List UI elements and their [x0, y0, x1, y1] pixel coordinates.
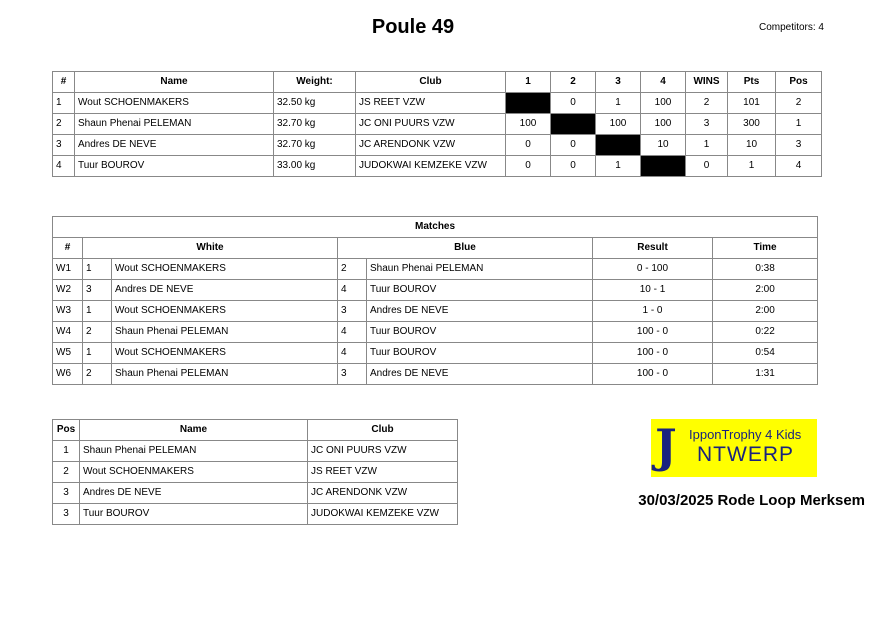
- blue-num: 4: [338, 280, 367, 301]
- blue-num: 3: [338, 364, 367, 385]
- match-time: 0:38: [713, 259, 818, 280]
- blue-name: Andres DE NEVE: [367, 364, 593, 385]
- score-cell-self: [551, 114, 596, 135]
- event-date-location: 30/03/2025 Rode Loop Merksem: [638, 492, 865, 509]
- competitor-club: JC ARENDONK VZW: [356, 135, 506, 156]
- table-row: [53, 483, 458, 504]
- score-cell: 0: [506, 135, 551, 156]
- table-row: [53, 135, 822, 156]
- white-num: 1: [83, 259, 112, 280]
- competitor-weight: 33.00 kg: [274, 156, 356, 177]
- score-cell: 10: [641, 135, 686, 156]
- white-name: Wout SCHOENMAKERS: [112, 343, 338, 364]
- score-cell: 100: [506, 114, 551, 135]
- header-pos: Pos: [776, 72, 822, 93]
- blue-name: Tuur BOUROV: [367, 322, 593, 343]
- table-row: [53, 343, 818, 364]
- row-num: 4: [53, 156, 75, 177]
- blue-name: Tuur BOUROV: [367, 343, 593, 364]
- white-num: 1: [83, 343, 112, 364]
- poule-header-row: [53, 72, 822, 93]
- white-num: 3: [83, 280, 112, 301]
- header-weight: Weight:: [274, 72, 356, 93]
- blue-name: Shaun Phenai PELEMAN: [367, 259, 593, 280]
- white-num: 1: [83, 301, 112, 322]
- score-cell: 0: [506, 156, 551, 177]
- header-white: White: [83, 238, 338, 259]
- pos-cell: 4: [776, 156, 822, 177]
- white-name: Wout SCHOENMAKERS: [112, 259, 338, 280]
- competitor-name: Shaun Phenai PELEMAN: [75, 114, 274, 135]
- match-id: W5: [53, 343, 83, 364]
- score-cell: 1: [596, 156, 641, 177]
- pos-cell: 2: [776, 93, 822, 114]
- rank-pos: 1: [53, 441, 80, 462]
- rank-name: Andres DE NEVE: [80, 483, 308, 504]
- match-id: W3: [53, 301, 83, 322]
- score-cell-self: [596, 135, 641, 156]
- match-result: 10 - 1: [593, 280, 713, 301]
- header-rank-name: Name: [80, 420, 308, 441]
- rank-pos: 3: [53, 483, 80, 504]
- score-cell: 100: [596, 114, 641, 135]
- competitors-count: Competitors: 4: [758, 22, 824, 33]
- table-row: [53, 259, 818, 280]
- match-id: W2: [53, 280, 83, 301]
- match-time: 1:31: [713, 364, 818, 385]
- logo-line1: IpponTrophy 4 Kids: [689, 427, 802, 442]
- table-row: [53, 114, 822, 135]
- rank-club: JC ARENDONK VZW: [308, 483, 458, 504]
- score-cell: 1: [596, 93, 641, 114]
- match-result: 100 - 0: [593, 364, 713, 385]
- wins-cell: 1: [686, 135, 728, 156]
- header-opp-2: 2: [551, 72, 596, 93]
- header-blue: Blue: [338, 238, 593, 259]
- table-row: [53, 156, 822, 177]
- pts-cell: 300: [728, 114, 776, 135]
- page-title: Poule 49: [371, 16, 455, 38]
- rank-pos: 2: [53, 462, 80, 483]
- ranking-header-row: [53, 420, 458, 441]
- ranking-table: [52, 419, 458, 525]
- logo-letter: J: [655, 419, 677, 473]
- score-cell: 100: [641, 93, 686, 114]
- score-cell: 100: [641, 114, 686, 135]
- match-id: W6: [53, 364, 83, 385]
- blue-num: 4: [338, 322, 367, 343]
- competitor-club: JUDOKWAI KEMZEKE VZW: [356, 156, 506, 177]
- pts-cell: 101: [728, 93, 776, 114]
- table-row: [53, 462, 458, 483]
- logo-line2: NTWERP: [697, 443, 794, 466]
- table-row: [53, 280, 818, 301]
- rank-club: JUDOKWAI KEMZEKE VZW: [308, 504, 458, 525]
- row-num: 2: [53, 114, 75, 135]
- blue-name: Andres DE NEVE: [367, 301, 593, 322]
- white-name: Andres DE NEVE: [112, 280, 338, 301]
- table-row: [53, 504, 458, 525]
- white-name: Shaun Phenai PELEMAN: [112, 322, 338, 343]
- match-result: 100 - 0: [593, 322, 713, 343]
- white-name: Shaun Phenai PELEMAN: [112, 364, 338, 385]
- header-pts: Pts: [728, 72, 776, 93]
- header-num: #: [53, 72, 75, 93]
- competitor-weight: 32.70 kg: [274, 114, 356, 135]
- wins-cell: 0: [686, 156, 728, 177]
- header-wins: WINS: [686, 72, 728, 93]
- score-cell: 0: [551, 156, 596, 177]
- competitor-weight: 32.70 kg: [274, 135, 356, 156]
- table-row: [53, 441, 458, 462]
- blue-name: Tuur BOUROV: [367, 280, 593, 301]
- header-club: Club: [356, 72, 506, 93]
- poule-table: [52, 71, 822, 177]
- rank-pos: 3: [53, 504, 80, 525]
- header-name: Name: [75, 72, 274, 93]
- table-row: [53, 322, 818, 343]
- score-cell-self: [641, 156, 686, 177]
- competitor-name: Tuur BOUROV: [75, 156, 274, 177]
- matches-caption-row: [53, 217, 818, 238]
- rank-name: Tuur BOUROV: [80, 504, 308, 525]
- competitor-name: Wout SCHOENMAKERS: [75, 93, 274, 114]
- score-cell: 0: [551, 93, 596, 114]
- matches-table: [52, 216, 818, 385]
- wins-cell: 3: [686, 114, 728, 135]
- matches-header-row: [53, 238, 818, 259]
- match-id: W1: [53, 259, 83, 280]
- match-time: 0:22: [713, 322, 818, 343]
- rank-name: Wout SCHOENMAKERS: [80, 462, 308, 483]
- table-row: [53, 364, 818, 385]
- blue-num: 3: [338, 301, 367, 322]
- matches-caption: Matches: [53, 217, 818, 238]
- blue-num: 2: [338, 259, 367, 280]
- blue-num: 4: [338, 343, 367, 364]
- header-rank-club: Club: [308, 420, 458, 441]
- rank-club: JS REET VZW: [308, 462, 458, 483]
- pts-cell: 1: [728, 156, 776, 177]
- match-result: 100 - 0: [593, 343, 713, 364]
- row-num: 3: [53, 135, 75, 156]
- pts-cell: 10: [728, 135, 776, 156]
- match-id: W4: [53, 322, 83, 343]
- pos-cell: 1: [776, 114, 822, 135]
- header-opp-1: 1: [506, 72, 551, 93]
- wins-cell: 2: [686, 93, 728, 114]
- row-num: 1: [53, 93, 75, 114]
- table-row: [53, 301, 818, 322]
- ippon-trophy-logo: [651, 419, 817, 477]
- header-rank-pos: Pos: [53, 420, 80, 441]
- competitor-club: JC ONI PUURS VZW: [356, 114, 506, 135]
- match-result: 1 - 0: [593, 301, 713, 322]
- competitor-name: Andres DE NEVE: [75, 135, 274, 156]
- header-opp-3: 3: [596, 72, 641, 93]
- white-num: 2: [83, 322, 112, 343]
- header-opp-4: 4: [641, 72, 686, 93]
- match-time: 0:54: [713, 343, 818, 364]
- white-num: 2: [83, 364, 112, 385]
- score-cell-self: [506, 93, 551, 114]
- header-match-num: #: [53, 238, 83, 259]
- competitor-weight: 32.50 kg: [274, 93, 356, 114]
- rank-name: Shaun Phenai PELEMAN: [80, 441, 308, 462]
- rank-club: JC ONI PUURS VZW: [308, 441, 458, 462]
- match-result: 0 - 100: [593, 259, 713, 280]
- match-time: 2:00: [713, 301, 818, 322]
- match-time: 2:00: [713, 280, 818, 301]
- table-row: [53, 93, 822, 114]
- score-cell: 0: [551, 135, 596, 156]
- header-time: Time: [713, 238, 818, 259]
- header-result: Result: [593, 238, 713, 259]
- pos-cell: 3: [776, 135, 822, 156]
- competitor-club: JS REET VZW: [356, 93, 506, 114]
- white-name: Wout SCHOENMAKERS: [112, 301, 338, 322]
